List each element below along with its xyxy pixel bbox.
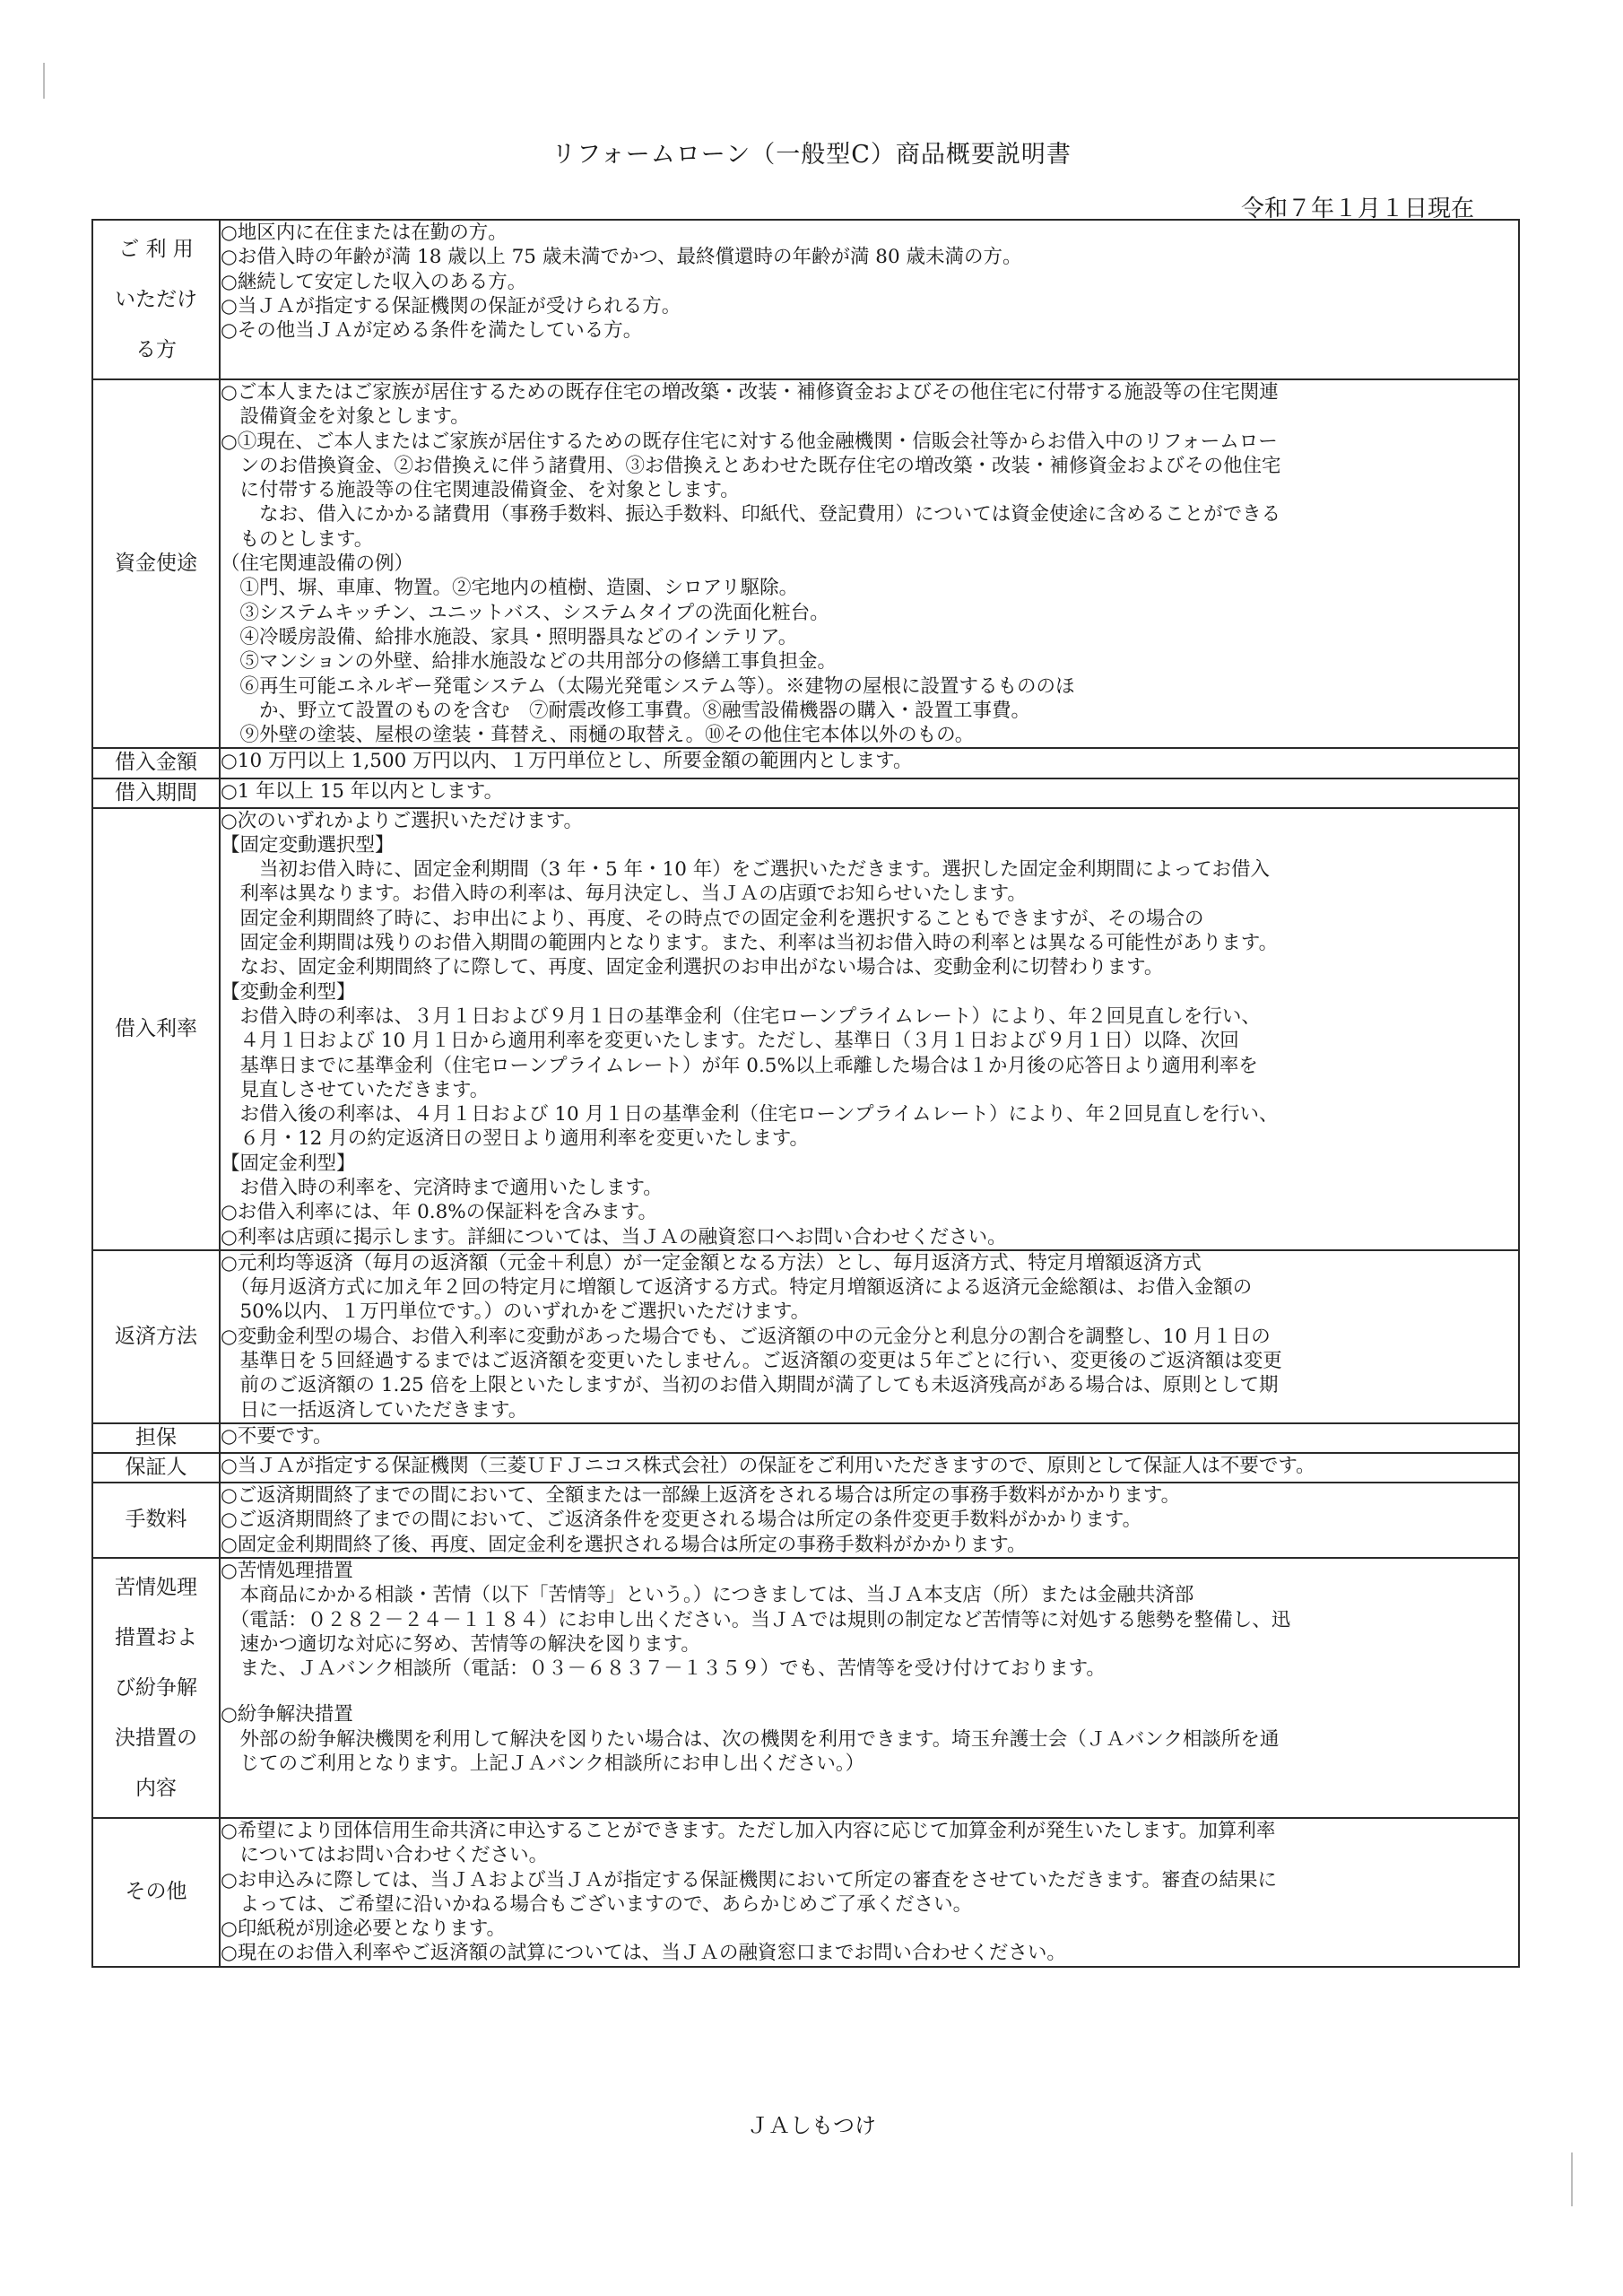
label-line: 資金使途: [115, 552, 197, 576]
content-line: ○お借入時の年齢が満 18 歳以上 75 歳未満でかつ、最終償還時の年齢が満 80 歳未満の方。: [221, 246, 1022, 269]
content-line: 【固定金利型】: [221, 1152, 356, 1175]
content-line: 当初お借入時に、固定金利期間（3 年・5 年・10 年）をご選択いただきます。選択した固定金利期間によってお借入: [221, 858, 1271, 882]
content-line: お借入後の利率は、４月１日および 10 月１日の基準金利（住宅ローンプライムレート）により、年２回見直しを行い、: [221, 1103, 1279, 1126]
content-line: についてはお問い合わせください。: [221, 1844, 549, 1867]
content-line: 【変動金利型】: [221, 980, 356, 1004]
content-line: ○ご返済期間終了までの間において、全額または一部繰上返済をされる場合は所定の事務手数料がかかります。: [221, 1484, 1181, 1508]
content-line: ③システムキッチン、ユニットバス、システムタイプの洗面化粧台。: [221, 601, 829, 624]
label-line: 内容: [135, 1776, 177, 1800]
content-line: 速かつ適切な対応に努め、苦情等の解決を図ります。: [221, 1632, 700, 1656]
content-line: ○紛争解決措置: [221, 1703, 353, 1726]
content-line: ○10 万円以上 1,500 万円以内、１万円単位とし、所要金額の範囲内とします。: [221, 750, 913, 773]
content-line: ○元利均等返済（毎月の返済額（元金＋利息）が一定金額となる方法）とし、毎月返済方式、特定月増額返済方式: [221, 1251, 1202, 1274]
content-line: に付帯する施設等の住宅関連設備資金、を対象とします。: [221, 479, 740, 502]
content-line: ○変動金利型の場合、お借入利率に変動があった場合でも、ご返済額の中の元金分と利息分の割合を調整し、10 月１日の: [221, 1325, 1271, 1348]
content-line: ○希望により団体信用生命共済に申込することができます。ただし加入内容に応じて加算金利が発生いたします。加算利率: [221, 1819, 1276, 1842]
content-line: ①門、塀、車庫、物置。②宅地内の植樹、造園、シロアリ駆除。: [221, 577, 799, 600]
content-line: ⑨外壁の塗装、屋根の塗装・葺替え、雨樋の取替え。⑩その他住宅本体以外のもの。: [221, 724, 975, 747]
label-line: 借入期間: [115, 780, 197, 804]
row-content: [220, 1818, 1519, 1967]
scan-edge-mark: [43, 63, 45, 99]
content-line: 見直しさせていただきます。: [221, 1078, 490, 1101]
label-line: 措置およ: [115, 1625, 197, 1649]
content-line: また、ＪＡバンク相談所（電話：０３－６８３７－１３５９）でも、苦情等を受け付けております。: [221, 1657, 1106, 1681]
content-line: ○不要です。: [221, 1424, 333, 1448]
row-complaint-handling: [92, 1558, 1519, 1818]
content-line: [221, 1681, 1518, 1702]
row-label: [92, 1483, 220, 1558]
row-label: [92, 1818, 220, 1967]
row-eligibility: [92, 220, 1519, 379]
row-label: [92, 1423, 220, 1453]
row-label: [92, 808, 220, 1250]
content-line: ○1 年以上 15 年以内とします。: [221, 779, 504, 803]
row-content: [220, 1558, 1519, 1818]
content-line: ものとします。: [221, 527, 374, 551]
issuer-name: ＪＡしもつけ: [747, 2113, 876, 2138]
content-line: お借入時の利率は、３月１日および９月１日の基準金利（住宅ローンプライムレート）により、年２回見直しを行い、: [221, 1004, 1261, 1028]
content-line: ⑥再生可能エネルギー発電システム（太陽光発電システム等）。※建物の屋根に設置するもののほ: [221, 674, 1075, 698]
content-line: ○その他当ＪＡが定める条件を満たしている方。: [221, 319, 643, 343]
scan-edge-mark: [1571, 2152, 1573, 2206]
label-line: その他: [125, 1880, 187, 1904]
content-line: ⑤マンションの外壁、給排水施設などの共用部分の修繕工事負担金。: [221, 650, 838, 674]
content-line: ンのお借換資金、②お借換えに伴う諸費用、③お借換えとあわせた既存住宅の増改築・改装・補修資金およびその他住宅: [221, 454, 1281, 477]
row-content: [220, 748, 1519, 778]
row-fund-usage: [92, 379, 1519, 748]
row-label: [92, 748, 220, 778]
content-line: 前のご返済額の 1.25 倍を上限といたしますが、当初のお借入期間が満了しても未返済残高がある場合は、原則として期: [221, 1374, 1279, 1397]
content-line: か、野立て設置のものを含む ⑦耐震改修工事費。⑧融雪設備機器の購入・設置工事費。: [221, 699, 1031, 722]
row-guarantor: [92, 1453, 1519, 1483]
content-line: ○利率は店頭に掲示します。詳細については、当ＪＡの融資窓口へお問い合わせください。: [221, 1225, 1007, 1248]
content-line: ○継続して安定した収入のある方。: [221, 270, 527, 293]
row-label: [92, 1250, 220, 1423]
row-interest-rate: [92, 808, 1519, 1250]
content-line: ○ご本人またはご家族が居住するための既存住宅の増改築・改装・補修資金およびその他住宅に付帯する施設等の住宅関連: [221, 381, 1279, 404]
label-line: 借入利率: [115, 1016, 197, 1040]
content-line: （電話：０２８２－２４－１１８４）にお申し出ください。当ＪＡでは規則の制定など苦情等に対処する態勢を整備し、迅: [221, 1608, 1291, 1631]
content-line: ○現在のお借入利率やご返済額の試算については、当ＪＡの融資窓口までお問い合わせください。: [221, 1942, 1066, 1965]
content-line: じてのご利用となります。上記ＪＡバンク相談所にお申し出ください。）: [221, 1752, 865, 1776]
label-line: 手数料: [125, 1508, 187, 1532]
content-line: 外部の紛争解決機関を利用して解決を図りたい場合は、次の機関を利用できます。埼玉弁護士会（ＪＡバンク相談所を通: [221, 1727, 1280, 1751]
content-line: 基準日までに基準金利（住宅ローンプライムレート）が年 0.5%以上乖離した場合は１か月後の応答日より適用利率を: [221, 1054, 1258, 1077]
row-content: [220, 808, 1519, 1250]
content-line: お借入時の利率を、完済時まで適用いたします。: [221, 1177, 663, 1199]
row-other: [92, 1818, 1519, 1967]
content-line: ６月・12 月の約定返済日の翌日より適用利率を変更いたします。: [221, 1127, 809, 1151]
label-line: る方: [135, 338, 177, 361]
content-line: ○ご返済期間終了までの間において、ご返済条件を変更される場合は所定の条件変更手数料がかかります。: [221, 1509, 1142, 1532]
label-line: ご 利 用: [118, 238, 194, 261]
content-line: 固定金利期間終了時に、お申出により、再度、その時点での固定金利を選択することもできますが、その場合の: [221, 907, 1204, 930]
content-line: 日に一括返済していただきます。: [221, 1398, 528, 1422]
row-content: [220, 220, 1519, 379]
row-content: [220, 1453, 1519, 1483]
content-line: （住宅関連設備の例）: [221, 552, 414, 576]
row-loan-amount: [92, 748, 1519, 778]
content-line: ○固定金利期間終了後、再度、固定金利を選択される場合は所定の事務手数料がかかります。: [221, 1533, 1027, 1556]
content-line: ○次のいずれかよりご選択いただけます。: [221, 809, 584, 832]
row-content: [220, 1250, 1519, 1423]
row-label: [92, 1558, 220, 1818]
label-line: いただけ: [115, 288, 197, 311]
content-line: 【固定変動選択型】: [221, 833, 395, 857]
content-line: ○①現在、ご本人またはご家族が居住するための既存住宅に対する他金融機関・信販会社等からお借入中のリフォームロー: [221, 430, 1278, 453]
content-line: 50%以内、１万円単位です。）のいずれかをご選択いただけます。: [221, 1300, 811, 1324]
row-repayment-method: [92, 1250, 1519, 1423]
content-line: よっては、ご希望に沿いかねる場合もございますので、あらかじめご了承ください。: [221, 1892, 973, 1916]
label-line: 決措置の: [115, 1726, 197, 1750]
row-content: [220, 1423, 1519, 1453]
content-line: 基準日を５回経過するまではご返済額を変更いたしません。ご返済額の変更は５年ごとに行い、変更後のご返済額は変更: [221, 1350, 1282, 1373]
content-line: 本商品にかかる相談・苦情（以下「苦情等」という。）につきましては、当ＪＡ本支店（所）または金融共済部: [221, 1584, 1194, 1607]
content-line: ○印紙税が別途必要となります。: [221, 1918, 507, 1941]
content-line: 設備資金を対象とします。: [221, 405, 470, 429]
content-line: ○苦情処理措置: [221, 1559, 353, 1582]
row-loan-period: [92, 778, 1519, 808]
label-line: び紛争解: [115, 1675, 197, 1700]
row-label: [92, 379, 220, 748]
content-line: ○当ＪＡが指定する保証機関の保証が受けられる方。: [221, 294, 681, 317]
content-line: なお、借入にかかる諸費用（事務手数料、振込手数料、印紙代、登記費用）については資金使途に含めることができる: [221, 503, 1281, 526]
content-line: ○お借入利率には、年 0.8%の保証料を含みます。: [221, 1201, 657, 1224]
row-fees: [92, 1483, 1519, 1558]
product-overview-table: [91, 219, 1520, 1968]
row-label: [92, 778, 220, 808]
content-line: なお、固定金利期間終了に際して、再度、固定金利選択のお申出がない場合は、変動金利に切替わります。: [221, 956, 1164, 979]
label-line: 借入金額: [115, 751, 197, 775]
row-content: [220, 778, 1519, 808]
content-line: ④冷暖房設備、給排水施設、家具・照明器具などのインテリア。: [221, 625, 798, 648]
row-label: [92, 220, 220, 379]
row-content: [220, 379, 1519, 748]
content-line: ４月１日および 10 月１日から適用利率を変更いたします。ただし、基準日（３月１日および９月１日）以降、次回: [221, 1030, 1239, 1053]
row-label: [92, 1453, 220, 1483]
document-title: リフォームローン（一般型C）商品概要説明書: [551, 141, 1072, 169]
content-line: ○お申込みに際しては、当ＪＡおよび当ＪＡが指定する保証機関において所定の審査をさせていただきます。審査の結果に: [221, 1868, 1278, 1892]
label-line: 担保: [135, 1425, 177, 1449]
label-line: 苦情処理: [115, 1575, 197, 1599]
row-content: [220, 1483, 1519, 1558]
content-line: ○当ＪＡが指定する保証機関（三菱ＵＦＪニコス株式会社）の保証をご利用いただきますので、原則として保証人は不要です。: [221, 1455, 1315, 1478]
label-line: 返済方法: [115, 1324, 197, 1348]
content-line: 固定金利期間は残りのお借入期間の範囲内となります。また、利率は当初お借入時の利率とは異なる可能性があります。: [221, 932, 1279, 955]
label-line: 保証人: [125, 1456, 187, 1480]
content-line: ○地区内に在住または在勤の方。: [221, 222, 508, 244]
content-line: （毎月返済方式に加え年２回の特定月に増額して返済する方式。特定月増額返済による返済元金総額は、お借入金額の: [221, 1276, 1253, 1300]
effective-date: 令和７年１月１日現在: [1240, 196, 1474, 222]
row-collateral: [92, 1423, 1519, 1453]
content-line: 利率は異なります。お借入時の利率は、毎月決定し、当ＪＡの店頭でお知らせいたします。: [221, 883, 1027, 906]
